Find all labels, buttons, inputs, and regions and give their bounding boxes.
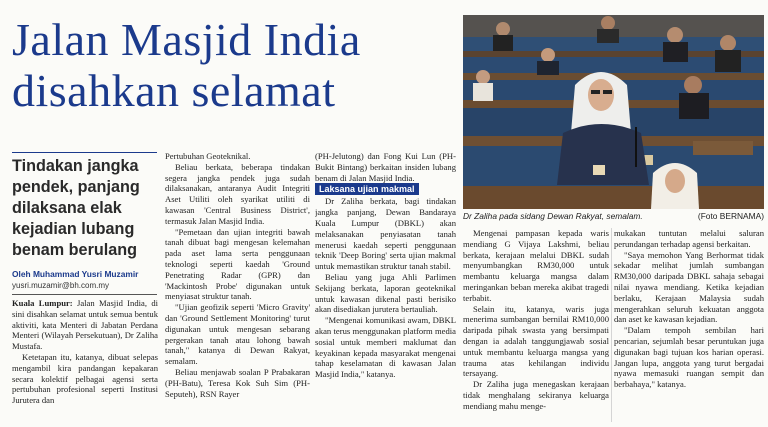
paragraph: "Mengenai komunikasi awam, DBKL akan terus menggunakan platform media sosial untuk memberi maklumat dan keyakinan kepada masyarakat mengenai tahap keselamatan di kawasan Jalan Masjid India," katanya. (315, 315, 456, 380)
paragraph: Beliau berkata, beberapa tindakan segera jangka pendek juga sudah dilaksanakan, antaranya Audit Integriti Aset Utiliti oleh syarikat utiliti di kawasan 'Central Business District', termasuk Jalan Masjid India. (165, 161, 310, 226)
paragraph: Selain itu, katanya, waris juga menerima sumbangan bernilai RM10,000 daripada pihak swasta yang bersimpati dengan ia adalah tanggungjawab sosial untuk membantu keluarga mangsa yang trauma atas kehilangan individu tersayang. (463, 303, 609, 379)
paragraph-text: Jalan Masjid India, di sini disahkan selamat untuk semua bentuk aktiviti, kata Menteri di Jabatan Perdana Menteri (Wilayah Persekutuan), Dr Zaliha Mustafa. (12, 298, 158, 352)
parliament-photo (463, 15, 764, 209)
paragraph: Mengenai pampasan kepada waris mendiang G Vijaya Lakshmi, beliau berkata, kerajaan melalui DBKL sudah menyumbangkan RM30,000 untuk membantu keluarga mangsa dalam meringankan beban mereka akibat tragedi terbabit. (463, 228, 609, 303)
byline-rule (12, 294, 157, 295)
headline: Jalan Masjid India disahkan selamat (12, 14, 361, 116)
paragraph: "Saya memohon Yang Berhormat tidak sekadar melihat jumlah sumbangan RM30,000 daripada DBKL sahaja sebagai nilai nyawa mendiang. Ketika kejadian berlaku, Kerajaan Malaysia sudah mengerahkan seluruh kekuatan anggota dan aset ke kawasan kejadian. (614, 249, 764, 325)
article-column-2 (165, 151, 310, 424)
paragraph: "Ujian geofizik seperti 'Micro Gravity' dan 'Ground Settlement Monitoring' turut digunakan untuk mengesan sebarang pergerakan tanah atau lohong bawah tanah," katanya di Dewan Rakyat, semalam. (165, 302, 310, 367)
photo-caption (463, 210, 764, 222)
column-divider (611, 228, 612, 422)
paragraph: Beliau yang juga Ahli Parlimen Sekijang berkata, laporan geoteknikal untuk kawasan dikenal pasti berisiko akan disediakan jurutera bertauliah. (315, 271, 456, 315)
paragraph: Ketetapan itu, katanya, dibuat selepas mengambil kira pandangan kepakaran secara kolektif pelbagai agensi serta pertubuhan profesional seperti Institusi Jurutera dan (12, 351, 158, 406)
byline: Oleh Muhammad Yusri Muzamir (12, 269, 139, 279)
article-column-5 (614, 228, 764, 424)
paragraph: "Dalam tempoh sembilan hari pencarian, sejumlah besar peruntukan juga digunakan bagi tujuan kos harian operasi. Jangan lupa, anggota yang turut bergadai nyawa memasuki ruangan sempit dan berbahaya," katanya. (614, 325, 764, 390)
article-column-1 (12, 298, 158, 424)
paragraph: mukakan tuntutan melalui saluran perundangan terhadap agensi berkaitan. (614, 228, 764, 249)
deck-rule (12, 152, 157, 153)
paragraph: Pertubuhan Geoteknikal. (165, 151, 251, 161)
author-email[interactable]: yusri.muzamir@bh.com.my (12, 281, 110, 290)
paragraph: Dr Zaliha juga menegaskan kerajaan tidak menghalang sekiranya keluarga mendiang mahu menge- (463, 379, 609, 411)
caption-text: Dr Zaliha pada sidang Dewan Rakyat, semalam. (463, 211, 643, 221)
paragraph: "Pemetaan dan ujian integriti bawah tanah dibuat bagi mengesan kelemahan pada aset lama serta penggunaan teknologi seperti kaedah 'Ground Penetrating Radar (GPR) dan 'Mackintosh Probe' digunakan untuk menyiasat struktur tanah. (165, 226, 310, 302)
article-column-4 (463, 228, 609, 424)
deck: Tindakan jangka pendek, panjang dilaksana elak kejadian lubang benam berulang (12, 157, 140, 259)
paragraph: Dr Zaliha berkata, bagi tindakan jangka panjang, Dewan Bandaraya Kuala Lumpur (DBKL) akan melaksanakan penyiasatan tanah menerusi kaedah seperti penggunaan teknik 'Deep Boring' serta ujian makmal untuk memastikan struktur tanah stabil. (315, 196, 456, 272)
paragraph: Beliau menjawab soalan P Prabakaran (PH-Batu), Teresa Kok Suh Sim (PH-Seputeh), RSN Rayer (165, 366, 310, 399)
dateline: Kuala Lumpur: (12, 298, 73, 308)
paragraph: (PH-Jelutong) dan Fong Kui Lun (PH-Bukit Bintang) berkaitan insiden lubang benam di Jalan Masjid India. (315, 151, 456, 183)
paragraph (12, 298, 158, 352)
article-column-3 (315, 151, 456, 424)
photo-credit: (Foto BERNAMA) (697, 211, 764, 221)
subheading: Laksana ujian makmal (315, 183, 419, 195)
